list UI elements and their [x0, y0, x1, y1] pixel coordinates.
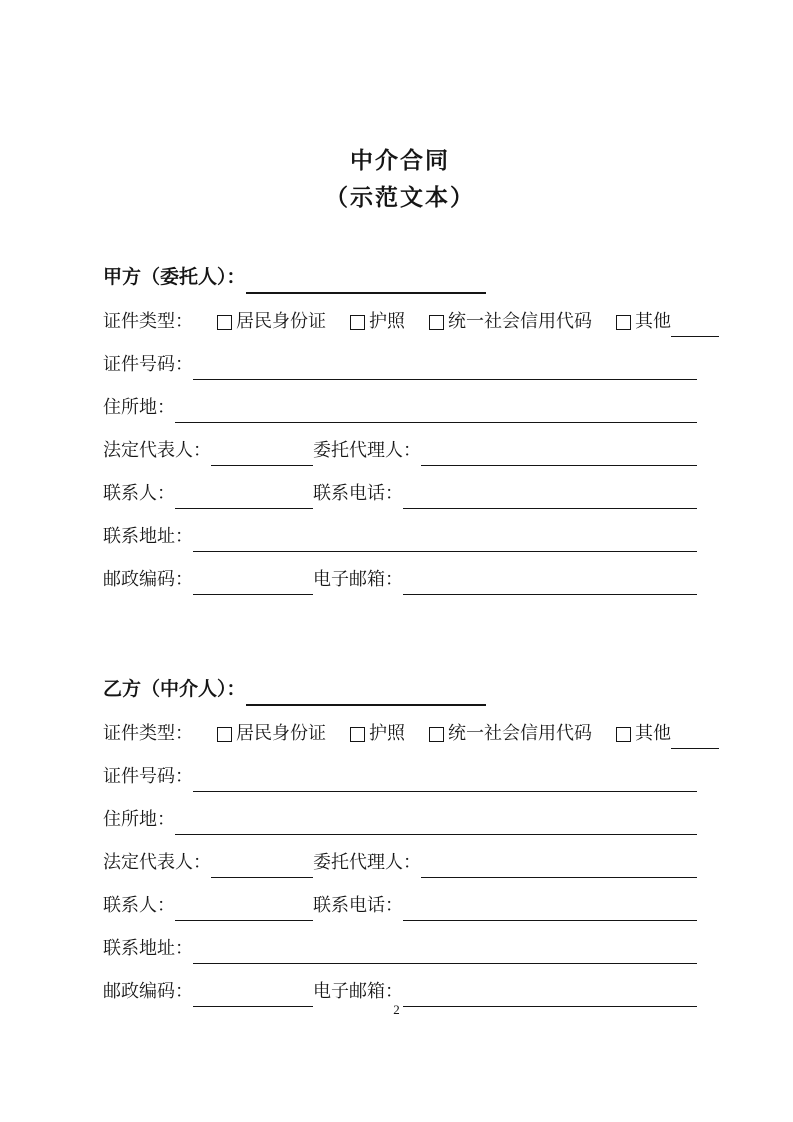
- party-a-checkbox-other[interactable]: [616, 309, 671, 333]
- party-b-id-number-label: 证件号码：: [103, 766, 193, 786]
- party-a-contact-segment: [103, 481, 313, 505]
- party-b-id-number-field[interactable]: [193, 773, 697, 792]
- party-a-contact-field[interactable]: [175, 490, 313, 509]
- party-a-agent-label: 委托代理人：: [313, 440, 421, 460]
- party-b-id-number-row: [103, 750, 697, 793]
- party-b-address-field[interactable]: [193, 945, 697, 964]
- party-a-id-type-row: [103, 295, 697, 338]
- party-b-contact-label: 联系人：: [103, 895, 175, 915]
- party-b-checkbox-other[interactable]: [616, 721, 671, 745]
- party-b-legal-rep-segment: [103, 850, 313, 874]
- party-a-id-number-field[interactable]: [193, 361, 697, 380]
- party-b-contact-field[interactable]: [175, 902, 313, 921]
- party-b-checkbox-passport[interactable]: [350, 721, 405, 745]
- party-b-residence-row: [103, 793, 697, 836]
- checkbox-icon: [429, 727, 444, 742]
- party-b-agent-field[interactable]: [421, 859, 697, 878]
- party-b-id-type-label: 证件类型：: [103, 723, 193, 743]
- party-a-residence-label: 住所地：: [103, 397, 175, 417]
- page-number: 2: [393, 1002, 400, 1017]
- party-b-residence-field[interactable]: [175, 816, 697, 835]
- checkbox-label: 护照: [369, 311, 405, 331]
- party-a-id-number-label: 证件号码：: [103, 354, 193, 374]
- party-b-postal-label: 邮政编码：: [103, 981, 193, 1001]
- party-b-checkbox-credit-code[interactable]: [429, 721, 592, 745]
- party-a-address-field[interactable]: [193, 533, 697, 552]
- party-a-heading-label: 甲方（委托人）：: [103, 267, 246, 288]
- party-b-checkbox-resident-id[interactable]: [217, 721, 326, 745]
- party-b-id-type-row: [103, 707, 697, 750]
- party-a-checkbox-credit-code[interactable]: [429, 309, 592, 333]
- party-a-postal-segment: [103, 567, 313, 591]
- party-a-postal-row: [103, 553, 697, 596]
- party-a-legal-rep-row: [103, 424, 697, 467]
- party-a-residence-field[interactable]: [175, 404, 697, 423]
- party-a-heading-row: [103, 252, 697, 295]
- party-b-contact-segment: [103, 893, 313, 917]
- checkbox-icon: [217, 315, 232, 330]
- checkbox-icon: [350, 727, 365, 742]
- party-a-legal-rep-label: 法定代表人：: [103, 440, 211, 460]
- party-b-contact-row: [103, 879, 697, 922]
- checkbox-label: 统一社会信用代码: [448, 723, 592, 743]
- checkbox-label: 其他: [635, 311, 671, 331]
- checkbox-icon: [616, 315, 631, 330]
- checkbox-icon: [217, 727, 232, 742]
- party-a-checkbox-passport[interactable]: [350, 309, 405, 333]
- party-b-agent-label: 委托代理人：: [313, 852, 421, 872]
- party-a-residence-row: [103, 381, 697, 424]
- party-b-residence-label: 住所地：: [103, 809, 175, 829]
- party-b-heading-row: [103, 664, 697, 707]
- party-b-name-field[interactable]: [246, 685, 486, 706]
- party-b-legal-rep-label: 法定代表人：: [103, 852, 211, 872]
- checkbox-label: 居民身份证: [236, 723, 326, 743]
- party-b-id-type-other-field[interactable]: [671, 730, 719, 749]
- party-a-email-label: 电子邮箱：: [313, 569, 403, 589]
- party-a-postal-field[interactable]: [193, 576, 313, 595]
- party-a-contact-row: [103, 467, 697, 510]
- party-a-phone-field[interactable]: [403, 490, 697, 509]
- document-subtitle: （示范文本）: [325, 185, 475, 210]
- party-b-postal-segment: [103, 979, 313, 1003]
- party-a-id-type-other-field[interactable]: [671, 318, 719, 337]
- checkbox-label: 护照: [369, 723, 405, 743]
- page-content: [103, 0, 697, 1008]
- party-a-legal-rep-segment: [103, 438, 313, 462]
- party-a-legal-rep-field[interactable]: [211, 447, 313, 466]
- party-a-checkbox-resident-id[interactable]: [217, 309, 326, 333]
- checkbox-label: 居民身份证: [236, 311, 326, 331]
- document-title-block: [103, 142, 697, 216]
- party-a-name-field[interactable]: [246, 273, 486, 294]
- party-b-address-label: 联系地址：: [103, 938, 193, 958]
- checkbox-label: 统一社会信用代码: [448, 311, 592, 331]
- party-a-email-field[interactable]: [403, 576, 697, 595]
- party-a-address-label: 联系地址：: [103, 526, 193, 546]
- checkbox-label: 其他: [635, 723, 671, 743]
- party-a-postal-label: 邮政编码：: [103, 569, 193, 589]
- party-b-phone-label: 联系电话：: [313, 895, 403, 915]
- party-b-legal-rep-row: [103, 836, 697, 879]
- party-b-phone-field[interactable]: [403, 902, 697, 921]
- party-b-heading-label: 乙方（中介人）：: [103, 679, 246, 700]
- party-a-address-row: [103, 510, 697, 553]
- party-a-id-number-row: [103, 338, 697, 381]
- section-party-a: [103, 252, 697, 596]
- party-b-address-row: [103, 922, 697, 965]
- party-a-contact-label: 联系人：: [103, 483, 175, 503]
- party-b-email-label: 电子邮箱：: [313, 981, 403, 1001]
- section-party-b: [103, 664, 697, 1008]
- party-a-id-type-label: 证件类型：: [103, 311, 193, 331]
- document-title: 中介合同: [350, 148, 450, 173]
- checkbox-icon: [429, 315, 444, 330]
- party-b-legal-rep-field[interactable]: [211, 859, 313, 878]
- checkbox-icon: [350, 315, 365, 330]
- party-a-agent-field[interactable]: [421, 447, 697, 466]
- checkbox-icon: [616, 727, 631, 742]
- party-a-phone-label: 联系电话：: [313, 483, 403, 503]
